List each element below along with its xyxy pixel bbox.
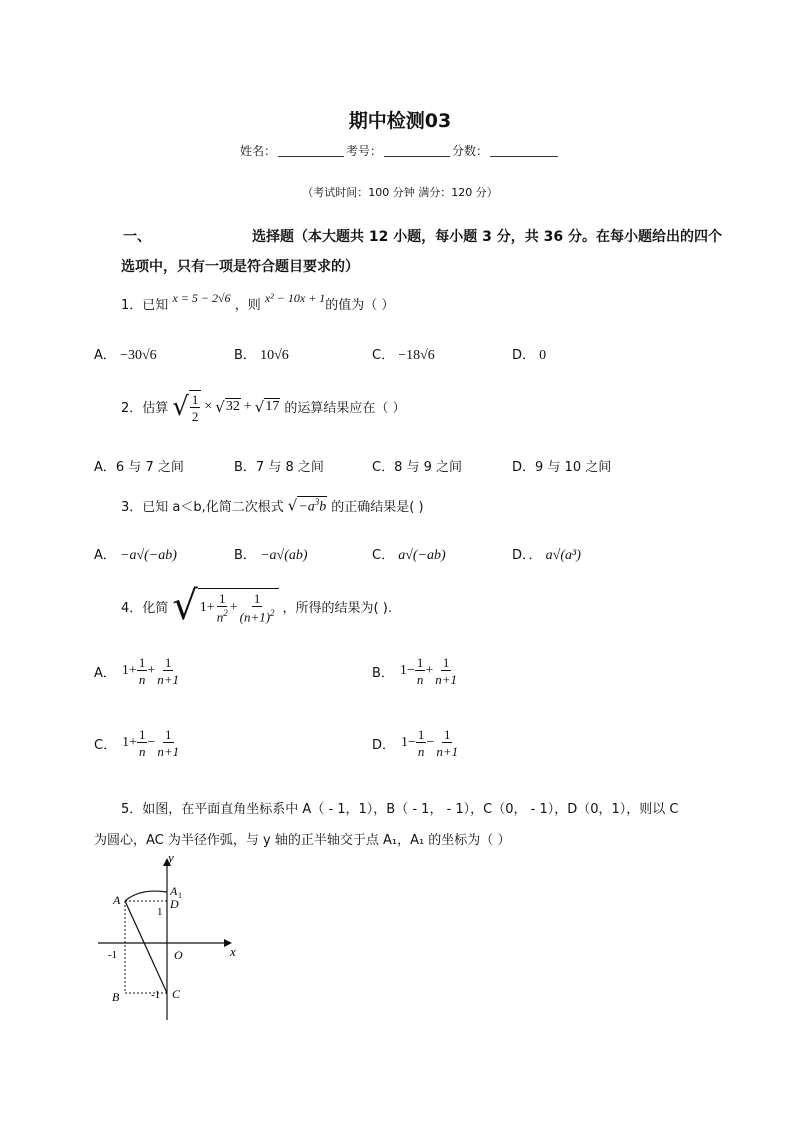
score-blank <box>490 144 558 157</box>
question-text: 如图，在平面直角坐标系中 A（ - 1，1），B（ - 1， - 1），C（0， - 1），D（0，1），则以 C <box>142 802 679 817</box>
option-label: D．． <box>512 548 542 563</box>
option-c[interactable]: C． 1+ $\frac{1}{n}$ − $\frac{1}{n+1}$ <box>94 727 180 759</box>
question-1 <box>121 291 395 313</box>
option-a[interactable] <box>94 456 184 475</box>
option-label: D． <box>512 348 536 363</box>
math-expression: x² − 10x + 1 <box>264 291 326 305</box>
option-label: B． <box>234 548 256 563</box>
exam-no-label: 考号： <box>345 144 382 158</box>
math-condition: x = 5 − 2√6 <box>172 291 231 305</box>
option-label: C． <box>372 548 395 563</box>
option-c[interactable] <box>372 456 462 475</box>
question-text: 的值为（ ） <box>325 298 395 313</box>
question-text: ，所得的结果为( ). <box>282 600 392 616</box>
option-b[interactable]: B． 1− $\frac{1}{n}$ + $\frac{1}{n+1}$ <box>372 655 458 687</box>
option-label: D． <box>372 737 396 753</box>
question-2 <box>121 390 405 423</box>
option-math: −a√(−ab) <box>120 548 177 563</box>
origin-label: O <box>174 948 183 962</box>
question-text: 化简 <box>142 600 169 616</box>
page-title: 期中检测03 <box>348 110 452 132</box>
option-d[interactable] <box>512 544 581 564</box>
option-label: C． <box>372 348 395 363</box>
question-number: 2． <box>121 401 143 416</box>
point-a-label: A <box>113 893 121 907</box>
x-axis-label: x <box>230 944 236 959</box>
option-d[interactable] <box>512 456 611 475</box>
question-number: 1． <box>121 298 143 313</box>
student-info-fields <box>0 142 800 159</box>
option-label: A． <box>94 548 116 563</box>
section-number: 一、 <box>123 229 151 245</box>
option-label: C． <box>372 460 395 475</box>
option-math: −a√(ab) <box>260 548 308 563</box>
point-b-label: B <box>112 990 120 1004</box>
point-d-label: D <box>170 897 179 911</box>
option-text: 6 与 7 之间 <box>115 460 184 475</box>
option-c[interactable] <box>372 544 446 564</box>
option-math: a√(−ab) <box>398 548 446 563</box>
option-a[interactable] <box>94 544 177 564</box>
option-text: 9 与 10 之间 <box>535 460 612 475</box>
option-math: 10√6 <box>260 348 289 363</box>
section-heading: 选择题（本大题共 12 小题，每小题 3 分，共 36 分。在每小题给出的四个 <box>252 229 722 245</box>
option-label: A． <box>94 665 116 681</box>
question-text: 已知 a＜b,化简二次根式 <box>142 500 284 516</box>
question-number: 4． <box>121 600 143 616</box>
arc <box>125 891 167 901</box>
option-d[interactable]: D． 1− $\frac{1}{n}$ − $\frac{1}{n+1}$ <box>372 727 459 759</box>
point-c-label: C <box>172 987 181 1001</box>
option-math: −30√6 <box>120 348 157 363</box>
score-label: 分数： <box>452 144 489 158</box>
section-heading-cont: 选项中，只有一项是符合题目要求的） <box>121 259 359 275</box>
tick-label-neg1-x: -1 <box>108 949 118 961</box>
coordinate-figure <box>90 850 240 1020</box>
option-a[interactable]: A． 1+ $\frac{1}{n}$ + $\frac{1}{n+1}$ <box>94 655 179 687</box>
option-d[interactable] <box>512 344 546 364</box>
question-number: 5． <box>121 802 143 817</box>
math-expression: √ 1+ $\frac{1}{n^2}$ + $\frac{1}{(n+1)^2}$ <box>172 586 278 626</box>
option-label: B． <box>234 348 256 363</box>
math-expression: √ $\frac{1}{2}$ × √ 32 + √ 17 <box>172 391 280 424</box>
option-math: a√(a³) <box>545 548 581 563</box>
option-text: 8 与 9 之间 <box>394 460 463 475</box>
option-label: B． <box>234 460 256 475</box>
option-b[interactable] <box>234 344 289 364</box>
name-blank <box>278 144 344 157</box>
math-radical: $√-a^3b$ <box>287 496 327 515</box>
option-c[interactable] <box>372 344 435 364</box>
option-label: A． <box>94 460 116 475</box>
name-label: 姓名： <box>239 144 276 158</box>
question-5-cont: 为圆心，AC 为半径作弧，与 y 轴的正半轴交于点 A₁，A₁ 的坐标为（ ） <box>94 833 511 848</box>
option-math: 0 <box>539 348 547 363</box>
tick-label-neg1-y: -1 <box>151 989 161 1001</box>
point-a1-subscript: 1 <box>178 891 182 900</box>
y-axis-label: y <box>168 850 174 865</box>
point-a1-label: A <box>170 884 178 898</box>
question-4 <box>121 583 392 629</box>
question-number: 3． <box>121 500 143 516</box>
option-label: C． <box>94 737 117 753</box>
question-text: ，则 <box>234 298 261 313</box>
option-label: B． <box>372 665 394 681</box>
option-label: D． <box>512 460 536 475</box>
option-b[interactable] <box>234 544 308 564</box>
question-text: 已知 <box>142 298 169 313</box>
question-text: 的正确结果是( ) <box>331 500 424 516</box>
question-3 <box>121 496 424 516</box>
question-text: 的运算结果应在（ ） <box>284 401 406 416</box>
option-text: 7 与 8 之间 <box>255 460 324 475</box>
exam-no-blank <box>384 144 450 157</box>
question-5 <box>121 798 679 817</box>
question-text: 估算 <box>142 401 169 416</box>
option-math: −18√6 <box>398 348 435 363</box>
exam-info: （考试时间：100 分钟 满分：120 分） <box>302 186 498 199</box>
option-label: A． <box>94 348 116 363</box>
tick-label-1: 1 <box>157 906 163 918</box>
option-b[interactable] <box>234 456 324 475</box>
option-a[interactable] <box>94 344 157 364</box>
